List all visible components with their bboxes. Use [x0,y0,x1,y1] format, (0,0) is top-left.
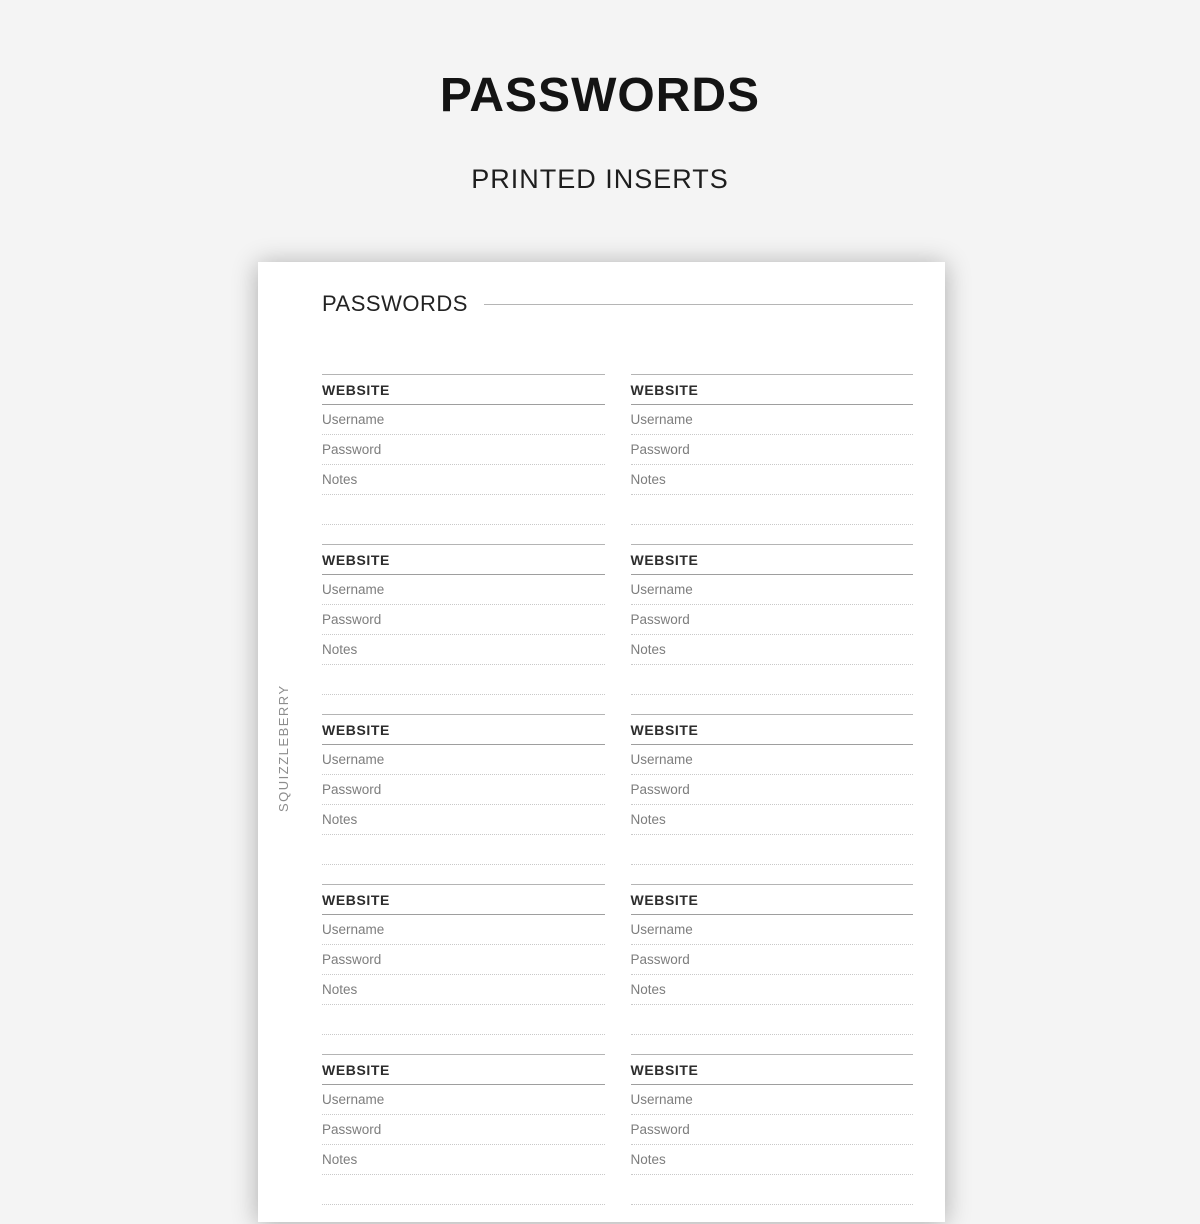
blank-write-line [322,495,605,525]
website-label: WEBSITE [630,721,699,738]
password-entry-block [322,374,605,525]
notes-label: Notes [322,1152,358,1167]
blank-write-line [631,1005,914,1035]
username-row [631,745,914,775]
page-header [322,289,913,319]
website-row [322,1055,605,1085]
blank-write-line [322,1005,605,1035]
notes-label: Notes [322,642,358,657]
username-label: Username [322,1092,385,1107]
notes-row [631,805,914,835]
password-row [322,1115,605,1145]
password-row [322,435,605,465]
hero-title: PASSWORDS [439,69,761,122]
username-label: Username [322,582,385,597]
username-row [631,1085,914,1115]
password-entry-block [631,714,914,865]
password-label: Password [630,1122,690,1137]
website-label: WEBSITE [630,1061,699,1078]
website-row [631,545,914,575]
password-label: Password [630,442,690,457]
notes-row [631,1145,914,1175]
username-label: Username [630,412,693,427]
password-entry-block [322,1054,605,1205]
website-label: WEBSITE [322,721,390,738]
blank-write-line [631,1175,914,1205]
password-label: Password [630,782,690,797]
blank-write-line [322,835,605,865]
password-entry-block [322,714,605,865]
password-blocks-grid [322,374,913,1224]
blank-write-line [631,495,914,525]
blank-write-line [631,835,914,865]
password-entry-block [631,374,914,525]
blank-write-line [322,665,605,695]
username-label: Username [630,752,693,767]
header-rule-line [484,304,913,305]
notes-label: Notes [322,472,358,487]
password-label: Password [630,952,690,967]
website-row [631,885,914,915]
notes-row [631,465,914,495]
notes-label: Notes [630,642,666,657]
website-row [631,1055,914,1085]
password-entry-block [322,884,605,1035]
username-row [322,1085,605,1115]
website-label: WEBSITE [322,1061,390,1078]
brand-vertical-text: SQUIZZLEBERRY [276,684,291,812]
password-label: Password [630,612,690,627]
password-entry-block [631,884,914,1035]
password-label: Password [322,782,382,797]
blank-write-line [631,665,914,695]
notes-row [322,805,605,835]
notes-label: Notes [322,812,358,827]
website-row [631,375,914,405]
username-label: Username [322,412,385,427]
username-row [631,405,914,435]
password-row [631,945,914,975]
username-label: Username [630,582,693,597]
notes-row [322,975,605,1005]
username-label: Username [630,922,693,937]
password-row [322,605,605,635]
notes-label: Notes [630,982,666,997]
website-row [631,715,914,745]
website-label: WEBSITE [322,891,390,908]
website-row [322,715,605,745]
username-row [322,405,605,435]
username-row [631,575,914,605]
notes-row [322,1145,605,1175]
notes-label: Notes [630,472,666,487]
blank-write-line [322,1175,605,1205]
notes-row [631,975,914,1005]
notes-label: Notes [630,812,666,827]
username-label: Username [322,752,385,767]
password-label: Password [322,952,382,967]
username-row [322,745,605,775]
website-label: WEBSITE [630,551,699,568]
printed-insert-page [258,262,945,1222]
notes-label: Notes [322,982,358,997]
website-row [322,375,605,405]
password-row [631,605,914,635]
username-row [322,915,605,945]
website-label: WEBSITE [630,891,699,908]
password-entry-block [631,544,914,695]
password-entry-block [631,1054,914,1205]
password-row [322,775,605,805]
password-label: Password [322,612,382,627]
password-row [322,945,605,975]
password-row [631,775,914,805]
notes-row [631,635,914,665]
notes-label: Notes [630,1152,666,1167]
password-row [631,1115,914,1145]
username-row [631,915,914,945]
website-row [322,545,605,575]
password-label: Password [322,1122,382,1137]
username-row [322,575,605,605]
username-label: Username [322,922,385,937]
website-row [322,885,605,915]
password-entry-block [322,544,605,695]
password-label: Password [322,442,382,457]
page-title: PASSWORDS [322,291,468,316]
website-label: WEBSITE [322,551,390,568]
notes-row [322,635,605,665]
notes-row [322,465,605,495]
hero-subtitle: PRINTED INSERTS [471,164,729,194]
password-row [631,435,914,465]
username-label: Username [630,1092,693,1107]
website-label: WEBSITE [630,381,699,398]
website-label: WEBSITE [322,381,390,398]
